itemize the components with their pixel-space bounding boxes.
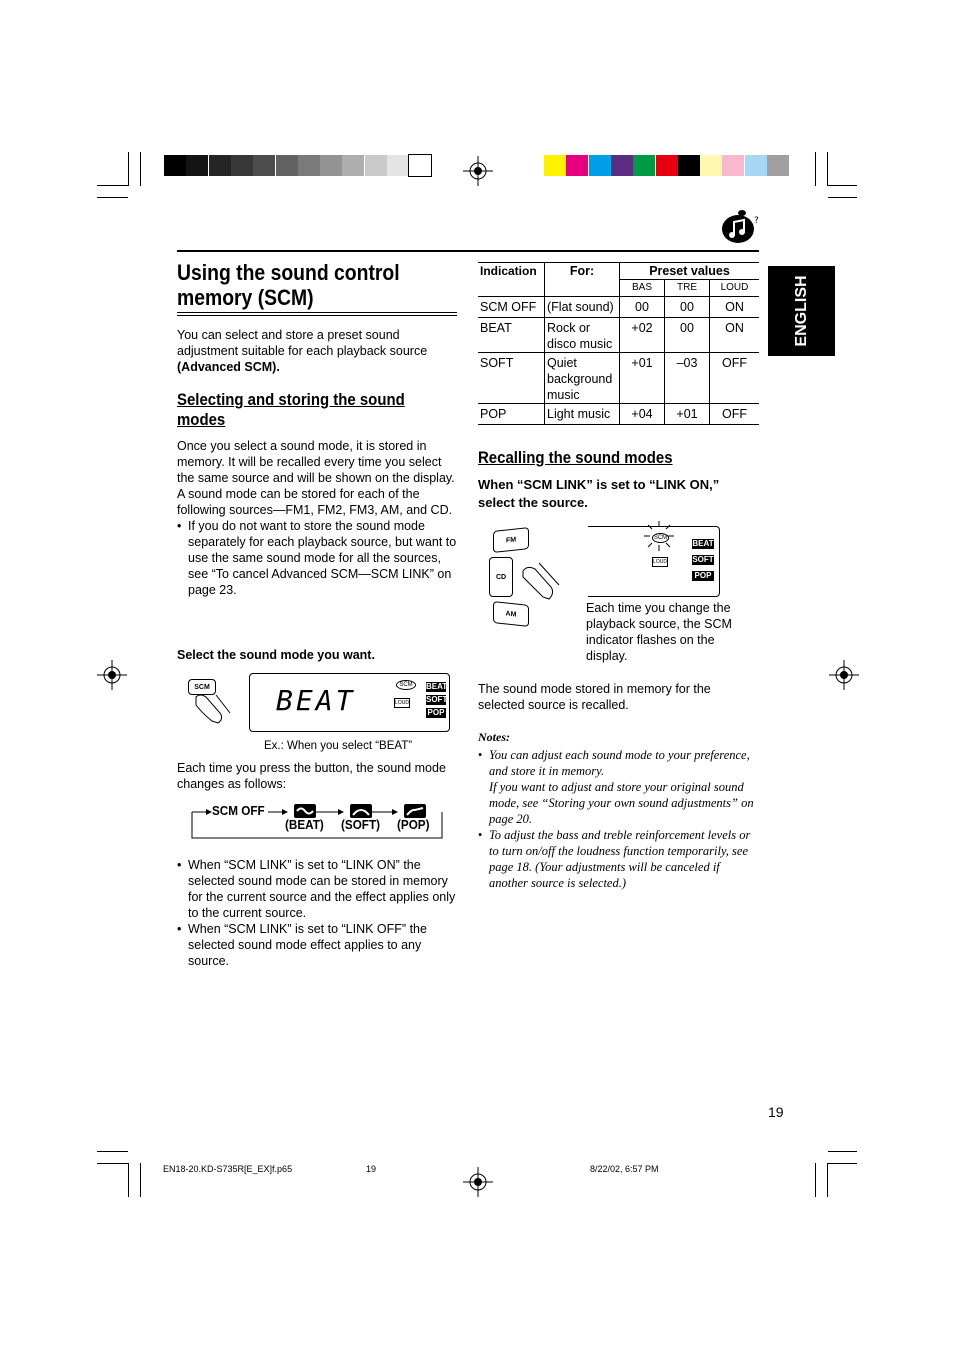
footer-date: 8/22/02, 6:57 PM — [590, 1164, 659, 1174]
gray-swatch — [231, 155, 253, 176]
table-cell: SCM OFF — [478, 297, 545, 318]
soft-indicator: SOFT — [426, 695, 448, 704]
lcd-display — [249, 673, 450, 732]
source-buttons-illustration — [487, 527, 562, 629]
beat-indicator: BEAT — [692, 539, 714, 548]
table-cell: POP — [478, 404, 545, 425]
table-subheader-loud: LOUD — [710, 280, 760, 297]
table-cell: 00 — [665, 318, 710, 353]
color-swatch — [544, 155, 566, 176]
notes-block — [478, 729, 760, 891]
registration-target-icon — [463, 1167, 493, 1197]
note-item — [478, 827, 760, 891]
preset-values-table — [478, 262, 759, 425]
gray-swatch — [320, 155, 342, 176]
link-bullets — [177, 857, 462, 969]
scm-indicator: SCM — [396, 680, 416, 690]
page-title-line1: Using the sound control — [177, 260, 400, 285]
page-title — [177, 260, 459, 310]
finger-press-icon — [186, 677, 236, 727]
top-rule — [177, 250, 759, 252]
table-cell: (Flat sound) — [545, 297, 620, 318]
bullet-link-on: • When “SCM LINK” is set to “LINK ON” the selected sound mode can be stored in memory for the current source and the effect applies only to the current source. — [177, 857, 462, 921]
title-rule — [177, 312, 457, 313]
scm-button-illustration — [186, 677, 236, 727]
soft-indicator: SOFT — [692, 555, 714, 564]
lcd-display — [588, 526, 720, 597]
note-text: • You can adjust each sound mode to your preference, and store it in memory. — [489, 748, 750, 778]
table-header-indication: Indication — [478, 263, 545, 297]
table-cell: –03 — [665, 353, 710, 404]
finger-press-icon — [517, 557, 561, 605]
section1-bullet: • If you do not want to store the sound mode separately for each playback source, but want to use the same sound mode for all the sources, see “To cancel Advanced SCM—SCM LINK” on page 23. — [177, 518, 462, 598]
table-cell: SOFT — [478, 353, 545, 404]
intro-paragraph — [177, 327, 452, 375]
flow-beat-label: (BEAT) — [285, 817, 324, 832]
registration-target-icon — [463, 156, 493, 186]
gray-swatch — [209, 155, 231, 176]
table-row — [478, 318, 759, 353]
gray-swatch — [409, 155, 431, 176]
music-note-icon — [720, 207, 762, 245]
color-swatch — [700, 155, 722, 176]
color-swatch — [678, 155, 700, 176]
table-cell: +01 — [620, 353, 665, 404]
color-swatch — [611, 155, 633, 176]
table-cell: ON — [725, 321, 744, 335]
table-cell: OFF — [722, 407, 747, 421]
table-cell: ON — [725, 300, 744, 314]
registration-target-icon — [829, 660, 859, 690]
section-heading-recalling: Recalling the sound modes — [478, 448, 673, 467]
table-cell: OFF — [722, 356, 747, 370]
section1-paragraph: Once you select a sound mode, it is stored in memory. It will be recalled every time you select the same source and will be shown on the display. — [177, 439, 455, 485]
flow-soft-label: (SOFT) — [341, 817, 380, 832]
fm-button[interactable]: FM — [493, 527, 529, 553]
gray-swatch — [164, 155, 186, 176]
table-cell: +04 — [620, 404, 665, 425]
step-select-source: When “SCM LINK” is set to “LINK ON,” select the source. — [478, 477, 720, 510]
notes-title: Notes: — [478, 730, 510, 744]
color-swatch — [745, 155, 767, 176]
gray-swatch — [342, 155, 364, 176]
note-item — [478, 747, 760, 827]
step-select-mode: Select the sound mode you want. — [177, 648, 375, 662]
table-cell: BEAT — [478, 318, 545, 353]
note-text: If you want to adjust and store your original sound mode, see “Storing your own sound adjustments” on page 20. — [489, 780, 754, 826]
table-cell: Rock or disco music — [545, 318, 620, 353]
gray-swatch — [186, 155, 208, 176]
pop-indicator: POP — [692, 571, 714, 581]
footer-page: 19 — [366, 1164, 377, 1174]
table-cell: 00 — [665, 297, 710, 318]
color-swatch — [656, 155, 678, 176]
mode-change-text: Each time you press the button, the sound mode changes as follows: — [177, 761, 446, 791]
lcd-display-text: BEAT — [276, 684, 356, 717]
section2-caption: Each time you change the playback source, the SCM indicator flashes on the display. — [586, 601, 732, 663]
table-cell: +02 — [620, 318, 665, 353]
color-swatch — [566, 155, 588, 176]
section1-body — [177, 438, 462, 598]
gray-swatch — [253, 155, 275, 176]
table-cell: Light music — [545, 404, 620, 425]
note-text: • To adjust the bass and treble reinforcement levels or to turn on/off the loudness function temporarily, see page 18. (Your adjustments will be canceled if another source is selected.) — [489, 828, 751, 890]
cd-button[interactable]: CD — [489, 557, 513, 597]
language-side-tab — [768, 266, 835, 356]
color-swatch — [633, 155, 655, 176]
table-row — [478, 297, 759, 318]
pop-indicator: POP — [427, 708, 445, 717]
table-row — [478, 353, 759, 404]
flow-scm-off: SCM OFF — [212, 803, 265, 818]
soft-curve-icon — [350, 804, 372, 818]
intro-text: You can select and store a preset sound adjustment suitable for each playback source — [177, 328, 428, 358]
page-number: 19 — [768, 1104, 784, 1120]
bullet-link-off: • When “SCM LINK” is set to “LINK OFF” the selected sound mode effect applies to any source. — [177, 921, 462, 969]
gray-swatch — [365, 155, 387, 176]
mode-flow-diagram — [190, 800, 444, 840]
display-example-caption: Ex.: When you select “BEAT” — [264, 740, 413, 752]
loud-indicator: LOUD — [653, 559, 667, 565]
table-subheader-tre: TRE — [665, 280, 710, 297]
section2-recalled-text: The sound mode stored in memory for the selected source is recalled. — [478, 682, 711, 712]
loud-indicator: LOUD — [395, 700, 409, 706]
table-cell: Quiet background music — [545, 353, 620, 404]
gray-swatch — [298, 155, 320, 176]
table-header-for: For: — [545, 263, 620, 297]
section1-paragraph: A sound mode can be stored for each of the following sources—FM1, FM2, FM3, AM, and CD. — [177, 487, 453, 517]
intro-bold-text: (Advanced SCM). — [177, 360, 280, 374]
beat-curve-icon — [294, 804, 316, 818]
registration-target-icon — [97, 660, 127, 690]
flow-pop-label: (POP) — [397, 817, 430, 832]
scm-indicator: SCM — [653, 535, 668, 541]
table-cell: 00 — [620, 297, 665, 318]
table-row — [478, 404, 759, 425]
gray-swatch — [276, 155, 298, 176]
page-title-line2: memory (SCM) — [177, 285, 314, 310]
footer-file: EN18-20.KD-S735R[E_EX]f.p65 — [163, 1164, 293, 1174]
table-cell: +01 — [665, 404, 710, 425]
beat-indicator: BEAT — [426, 682, 448, 691]
color-swatch — [767, 155, 789, 176]
scm-button[interactable]: SCM — [188, 679, 216, 695]
color-swatch — [589, 155, 611, 176]
gray-swatch — [387, 155, 409, 176]
title-rule — [177, 315, 457, 316]
table-subheader-bas: BAS — [620, 280, 665, 297]
table-header-preset: Preset values — [620, 263, 760, 280]
am-button[interactable]: AM — [493, 601, 529, 627]
section-heading-selecting: Selecting and storing the sound modes — [177, 390, 405, 429]
pop-curve-icon — [404, 804, 426, 818]
color-swatch — [722, 155, 744, 176]
svg-text:?: ? — [754, 216, 759, 226]
side-tab-label: ENGLISH — [792, 275, 810, 347]
